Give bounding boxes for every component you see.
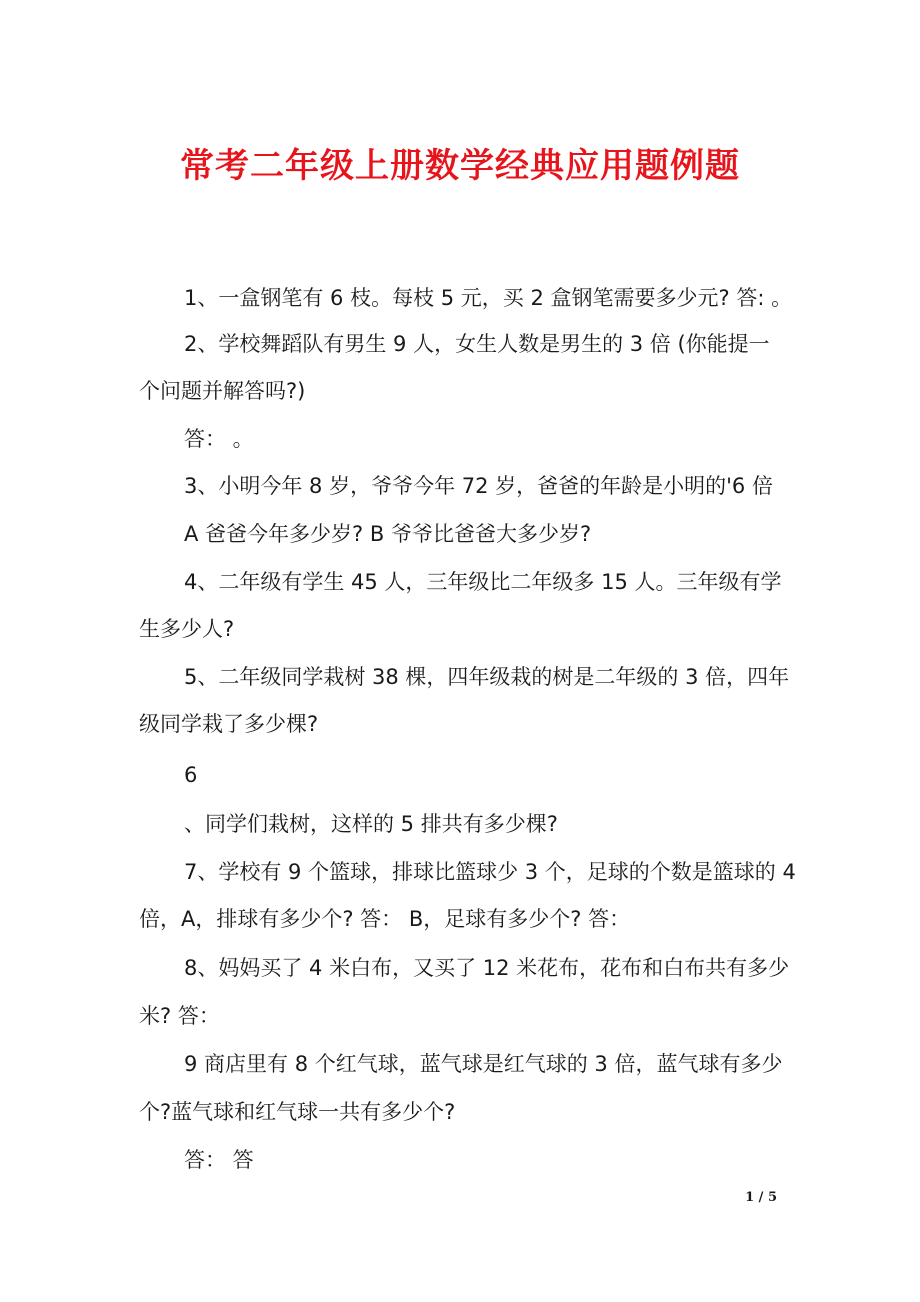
document-title: 常考二年级上册数学经典应用题例题: [180, 146, 740, 186]
question-6-line: 、同学们栽树，这样的 5 排共有多少棵?: [184, 812, 558, 836]
question-2-line: 2、学校舞蹈队有男生 9 人，女生人数是男生的 3 倍 (你能提一: [184, 332, 770, 356]
question-4-line: 4、二年级有学生 45 人，三年级比二年级多 15 人。三年级有学: [184, 570, 782, 594]
question-8-line: 8、妈妈买了 4 米白布，又买了 12 米花布，花布和白布共有多少: [184, 956, 790, 980]
question-5-continuation: 级同学栽了多少棵?: [139, 712, 319, 736]
answer-2-line: 答： 。: [184, 427, 254, 451]
question-8-continuation: 米? 答：: [139, 1004, 220, 1028]
question-1-line: 1、一盒钢笔有 6 枝。每枝 5 元，买 2 盒钢笔需要多少元? 答: 。: [184, 286, 793, 310]
question-2-continuation: 个问题并解答吗?): [139, 379, 306, 403]
question-6-number: 6: [184, 763, 198, 787]
question-5-line: 5、二年级同学栽树 38 棵，四年级栽的树是二年级的 3 倍，四年: [184, 665, 790, 689]
answer-9-line: 答： 答: [184, 1148, 254, 1172]
question-9-line: 9 商店里有 8 个红气球，蓝气球是红气球的 3 倍，蓝气球有多少: [184, 1052, 783, 1076]
question-7-line: 7、学校有 9 个篮球，排球比篮球少 3 个，足球的个数是篮球的 4: [184, 860, 796, 884]
question-3-subparts: A 爸爸今年多少岁? B 爷爷比爸爸大多少岁?: [184, 522, 592, 546]
question-9-continuation: 个?蓝气球和红气球一共有多少个?: [139, 1100, 456, 1124]
question-7-continuation: 倍，A，排球有多少个? 答： B，足球有多少个? 答：: [139, 907, 631, 931]
page-number: 1 / 5: [745, 1190, 777, 1205]
question-4-continuation: 生多少人?: [139, 617, 235, 641]
question-3-line: 3、小明今年 8 岁，爷爷今年 72 岁，爸爸的年龄是小明的'6 倍: [184, 474, 773, 498]
